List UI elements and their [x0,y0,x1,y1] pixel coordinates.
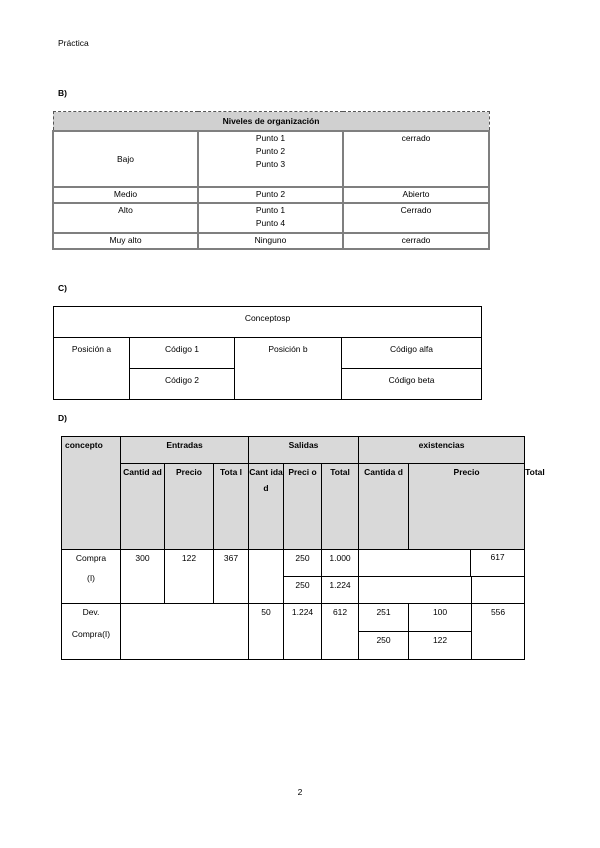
dev-existencias-cantidad-1: 251 [359,604,409,632]
salidas-precio-header: Preci o [284,464,322,550]
dev-existencias-total: 556 [472,604,525,660]
entradas-total-header: Tota l [214,464,249,550]
salidas-header: Salidas [249,437,359,464]
entradas-precio-header: Precio [165,464,214,550]
table-row [53,233,489,249]
points-cell: Ninguno [198,233,343,249]
concepto-header: concepto [62,437,121,550]
dev-existencias-precio-1: 100 [409,604,472,632]
dev-salida-total: 612 [322,604,359,660]
dev-label-cell [62,604,121,660]
dev-salida-precio: 1.224 [284,604,322,660]
existencias-cantidad-header: Cantida d [359,464,409,550]
state-cell: cerrado [343,233,489,249]
position-a-cell: Posición a [54,338,130,400]
compra-existencias-total: 617 [470,549,524,576]
compra-salida-total-1: 1.000 [322,550,359,577]
section-b-label: B) [58,88,67,98]
level-cell: Bajo [53,131,198,187]
state-cell: Abierto [343,187,489,203]
existencias-header: existencias [359,437,525,464]
entradas-header: Entradas [121,437,249,464]
salidas-cantidad-header: Cant ida d [249,464,284,550]
page-number: 2 [297,787,303,797]
table-row [53,187,489,203]
organization-levels-title: Niveles de organización [53,112,489,132]
points-cell [198,203,343,233]
compra-existencias-cell [359,550,525,577]
compra-label: Compra [75,553,107,563]
point-item: Punto 3 [255,159,286,169]
compra-salida-total-2: 1.224 [322,577,359,604]
compra-entrada-cantidad: 300 [121,550,165,604]
compra-entrada-total: 367 [214,550,249,604]
table-row [62,604,525,632]
section-c-label: C) [58,283,67,293]
level-cell: Alto [53,203,198,233]
level-cell: Muy alto [53,233,198,249]
dev-salida-cantidad: 50 [249,604,284,660]
level-cell: Medio [53,187,198,203]
section-d-label: D) [58,413,67,423]
code-beta-cell: Código beta [342,369,482,400]
compra-entrada-precio: 122 [165,550,214,604]
dev-sublabel: Compra(I) [71,629,111,639]
concepts-title: Conceptosp [54,307,482,338]
empty-cell [359,577,472,604]
page-heading: Práctica [58,38,89,48]
point-item: Punto 1 [255,205,286,215]
state-cell: cerrado [343,131,489,187]
dev-label: Dev. [82,607,100,617]
salidas-total-header: Total [322,464,359,550]
table-row [53,131,489,187]
points-cell: Punto 2 [198,187,343,203]
dev-existencias-cantidad-2: 250 [359,632,409,660]
points-cell [198,131,343,187]
point-item: Punto 4 [255,218,286,228]
code-2-cell: Código 2 [130,369,235,400]
inventory-table: concepto Entradas Salidas existencias Cantid ad Precio Tota l Cant ida d Preci o Total Cantida d Precio Total Compra (I) 300 122 367 250 1.000 617 250 1.224 Dev. Compra(I) 50 1.224 612 251 100 556 250 122 [61,436,525,660]
compra-sublabel: (I) [86,573,96,583]
table-row [62,550,525,577]
dev-entradas-empty [121,604,249,660]
point-item: Punto 2 [255,146,286,156]
compra-salida-precio-2: 250 [284,577,322,604]
compra-salida-precio-1: 250 [284,550,322,577]
compra-salida-cantidad [249,550,284,604]
position-b-cell: Posición b [235,338,342,400]
compra-label-cell [62,550,121,604]
table-row [53,203,489,233]
code-1-cell: Código 1 [130,338,235,369]
code-alfa-cell: Código alfa [342,338,482,369]
empty-cell [472,577,525,604]
organization-levels-table [52,111,490,250]
state-cell: Cerrado [343,203,489,233]
entradas-cantidad-header: Cantid ad [121,464,165,550]
dev-existencias-precio-2: 122 [409,632,472,660]
existencias-precio-header: Precio [409,464,525,550]
concepts-table [53,306,482,400]
point-item: Punto 1 [255,133,286,143]
